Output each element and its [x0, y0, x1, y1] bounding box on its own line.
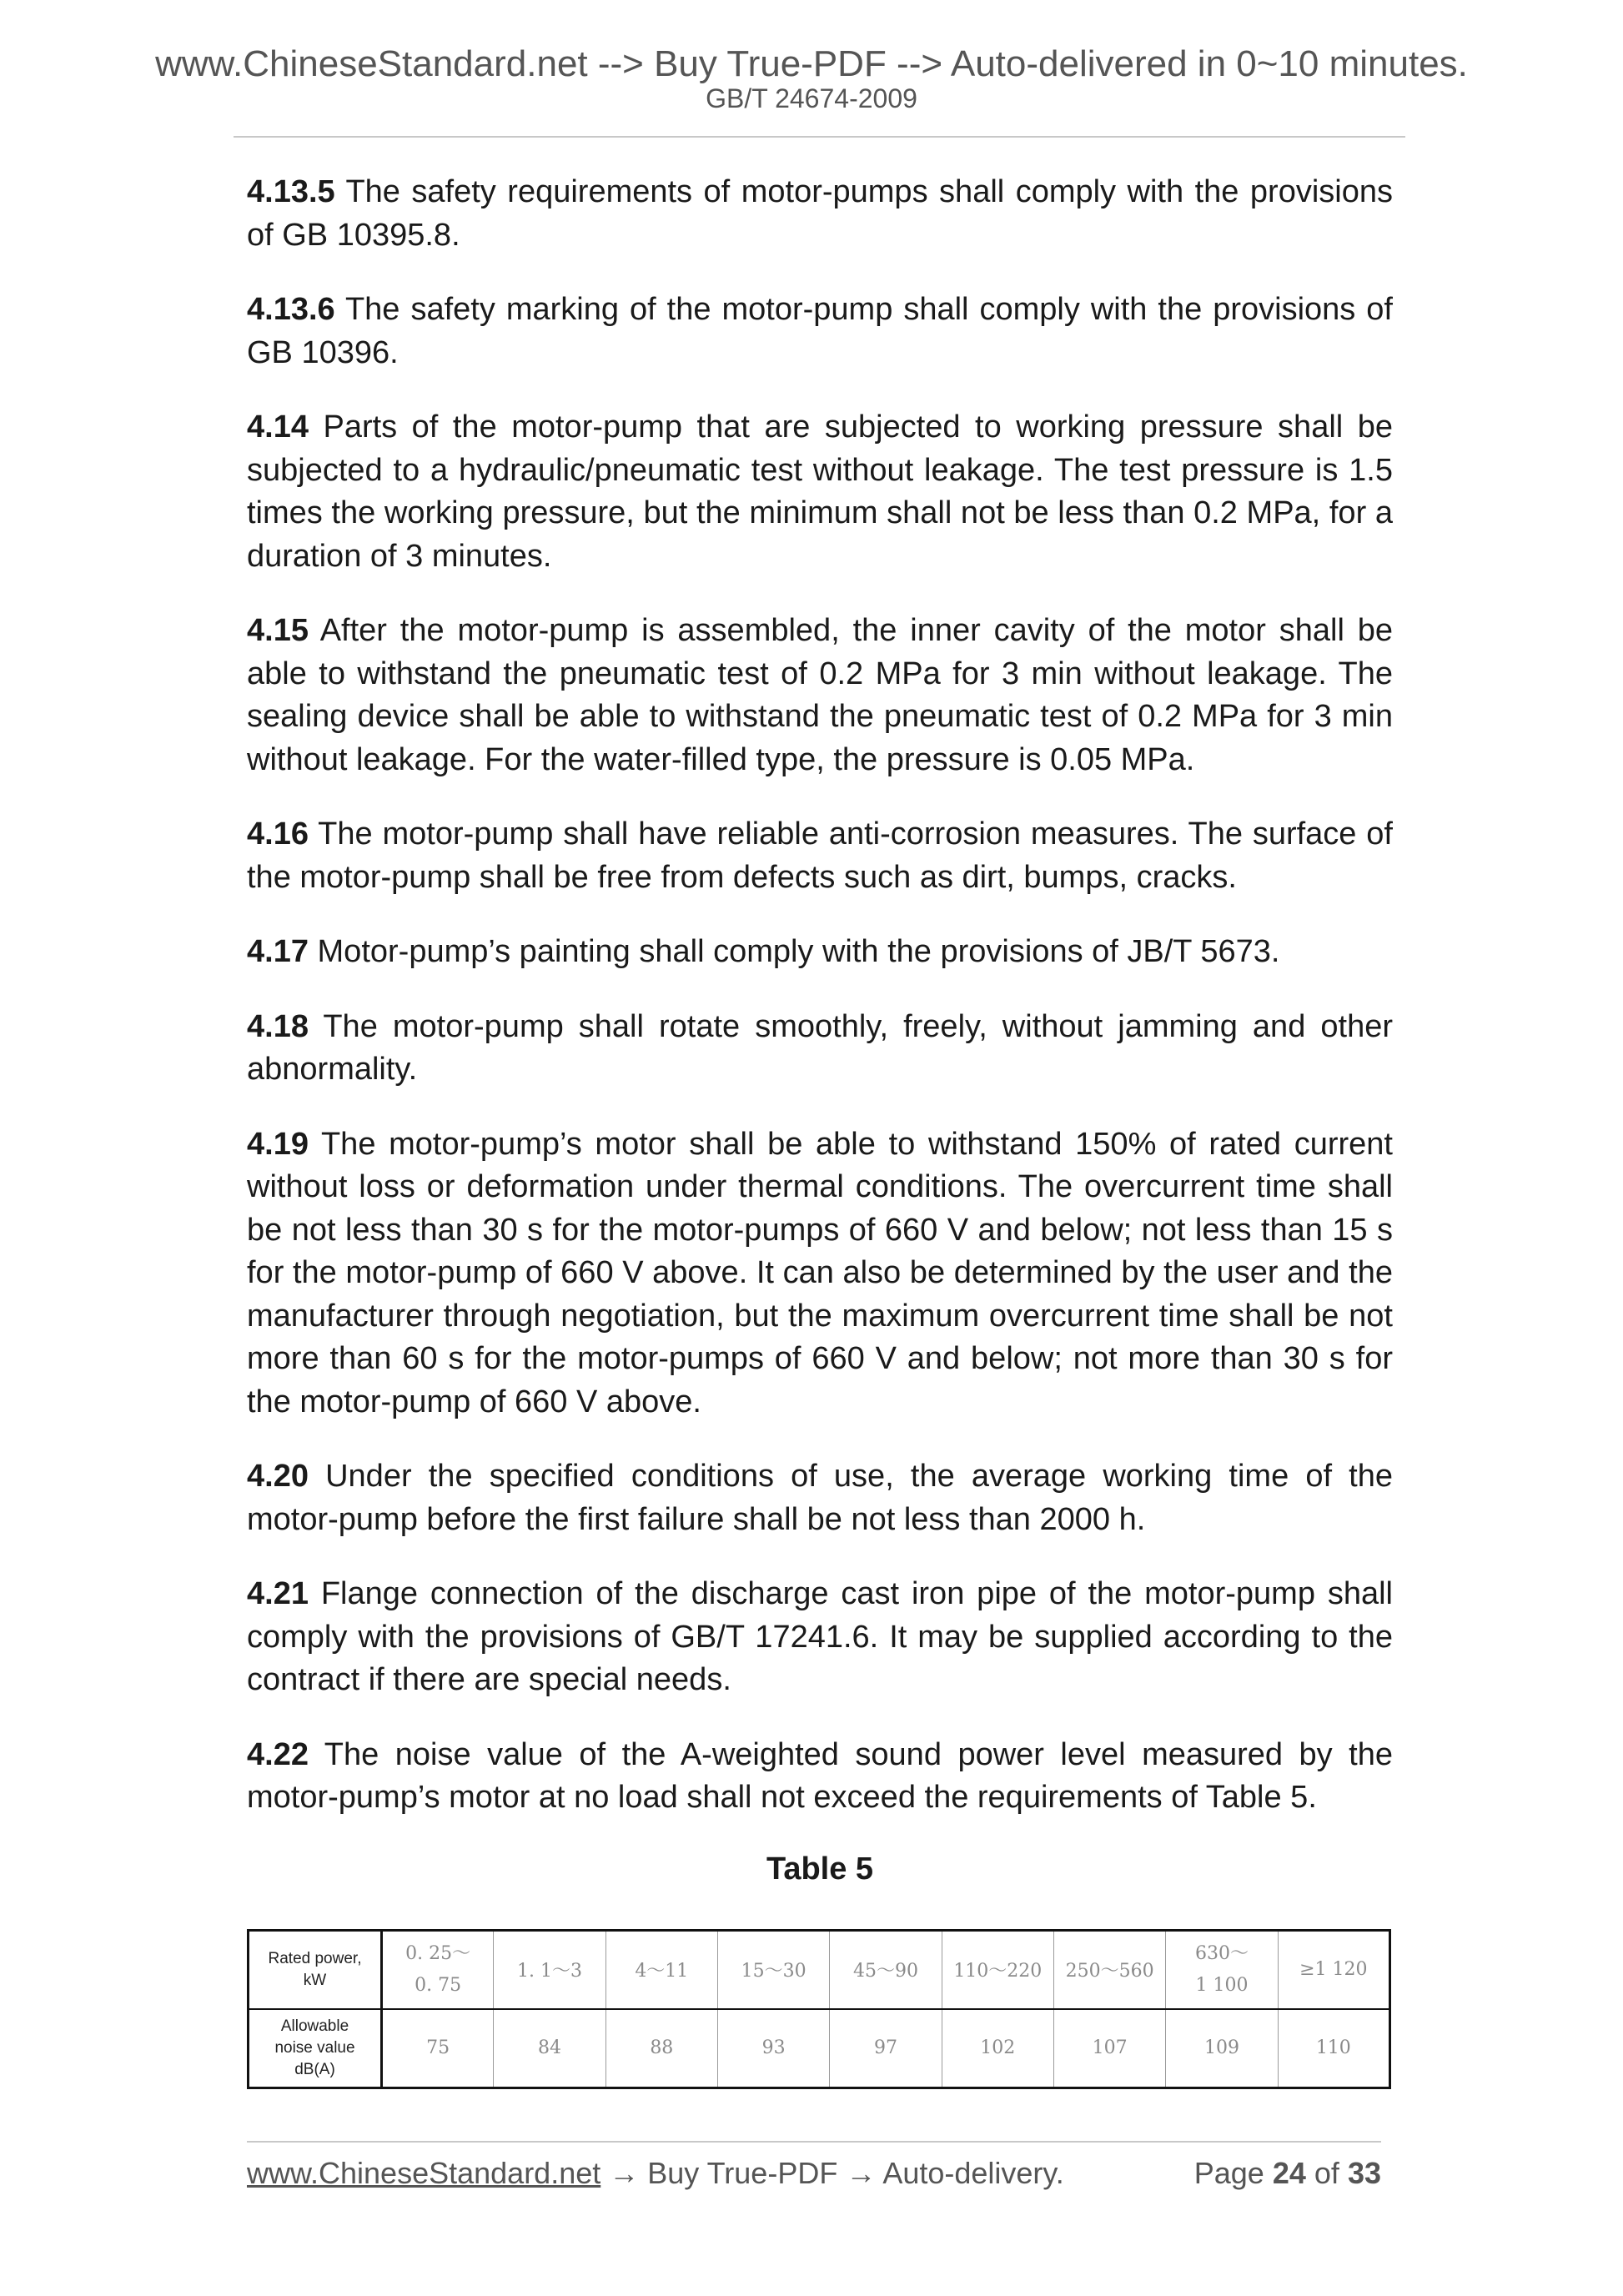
rated-power-value: 630～: [1194, 1942, 1249, 1964]
noise-value-cell: 93: [717, 2009, 829, 2088]
clause-paragraph: [247, 1455, 1393, 1541]
clause-text: The motor-pump shall rotate smoothly, freely, without jamming and other abnormality.: [247, 1008, 1393, 1087]
rated-power-cell: [1278, 1930, 1389, 2009]
table-5-caption: Table 5: [766, 1851, 874, 1887]
clause-text: The motor-pump shall have reliable anti-corrosion measures. The surface of the motor-pump shall be free from defects such as dirt, bumps, cracks.: [247, 816, 1393, 895]
rated-power-value: ≥1 120: [1299, 1959, 1368, 1980]
clause-text: Flange connection of the discharge cast iron pipe of the motor-pump shall comply with the provisions of GB/T 17241.6. It may be supplied according to the contract if there are special needs.: [247, 1576, 1393, 1697]
noise-value-cell: 84: [494, 2009, 605, 2088]
rated-power-unit: kW: [303, 1971, 327, 1989]
clause-paragraph: [247, 171, 1393, 257]
footer-divider: [247, 2141, 1381, 2143]
top-banner[interactable]: www.ChineseStandard.net --> Buy True-PDF --> Auto-delivered in 0~10 minutes.: [155, 43, 1468, 84]
clause-text: The motor-pump’s motor shall be able to withstand 150% of rated current without loss or deformation under thermal conditions. The overcurrent time shall be not less than 30 s for the motor-pumps of 660 V and below; not less than 15 s for the motor-pump of 660 V above. It can also be determined by the user and the manufacturer through negotiation, but the maximum overcurrent time shall be not more than 60 s for the motor-pumps of 660 V and below; not more than 30 s for the motor-pump of 660 V above.: [247, 1126, 1393, 1419]
clause-paragraph: [247, 1573, 1393, 1702]
noise-value-cell: 88: [605, 2009, 717, 2088]
document-body: [247, 171, 1393, 2089]
page-total: 33: [1347, 2156, 1381, 2190]
clause-number: 4.16: [247, 816, 309, 852]
table-row-noise-value: [249, 2009, 1390, 2088]
clause-text: After the motor-pump is assembled, the inner cavity of the motor shall be able to withstand the pneumatic test of 0.2 MPa for 3 min without leakage. The sealing device shall be able to withstand the pneumatic test of 0.2 MPa for 3 min without leakage. For the water-filled type, the pressure is 0.05 MPa.: [247, 613, 1393, 777]
clause-text: The safety requirements of motor-pumps shall comply with the provisions of GB 10395.8.: [247, 174, 1393, 253]
rated-power-cell: [382, 1930, 494, 2009]
clause-paragraph: [247, 406, 1393, 578]
clause-number: 4.13.6: [247, 292, 335, 327]
noise-header-unit: dB(A): [294, 2060, 335, 2078]
rated-power-cell: [1053, 1930, 1165, 2009]
standard-code: GB/T 24674-2009: [706, 83, 917, 113]
rated-power-value: 0. 75: [415, 1974, 462, 1996]
clause-list: [247, 171, 1393, 1820]
footer: [247, 2156, 1381, 2191]
clause-paragraph: [247, 610, 1393, 781]
clause-number: 4.14: [247, 409, 309, 445]
header-divider: [234, 136, 1405, 138]
rated-power-value: 45～90: [852, 1961, 918, 1982]
footer-link[interactable]: www.ChineseStandard.net: [247, 2156, 601, 2190]
rated-power-value: 1. 1～3: [517, 1961, 582, 1982]
rated-power-cell: [494, 1930, 605, 2009]
rated-power-header-line: Rated power,: [268, 1949, 362, 1967]
rated-power-header: [249, 1930, 382, 2009]
rated-power-cell: [1166, 1930, 1278, 2009]
of-label: of: [1314, 2156, 1339, 2190]
clause-text: Under the specified conditions of use, the average working time of the motor-pump before the first failure shall be not less than 2000 h.: [247, 1459, 1393, 1537]
noise-value-cell: 97: [830, 2009, 942, 2088]
page-indicator: [1194, 2156, 1381, 2191]
clause-number: 4.20: [247, 1459, 309, 1494]
noise-header-line-1: Allowable: [280, 2017, 349, 2035]
page-label: Page: [1193, 2156, 1264, 2190]
noise-header-line-2: noise value: [274, 2038, 355, 2057]
rated-power-value: 0. 25～: [405, 1942, 471, 1964]
clause-text: Parts of the motor-pump that are subjected to working pressure shall be subjected to a hydraulic/pneumatic test without leakage. The test pressure is 1.5 times the working pressure, but the minimum shall not be less than 0.2 MPa, for a duration of 3 minutes.: [247, 409, 1393, 574]
clause-text: The noise value of the A-weighted sound power level measured by the motor-pump’s motor at no load shall not exceed the requirements of Table 5.: [247, 1736, 1393, 1815]
rated-power-cell: [830, 1930, 942, 2009]
noise-value-cell: 75: [382, 2009, 494, 2088]
noise-value-cell: 107: [1053, 2009, 1165, 2088]
rated-power-value: 1 100: [1195, 1974, 1249, 1996]
clause-paragraph: [247, 1006, 1393, 1092]
noise-value-cell: 102: [942, 2009, 1053, 2088]
rated-power-cell: [717, 1930, 829, 2009]
clause-text: The safety marking of the motor-pump shall comply with the provisions of GB 10396.: [247, 292, 1393, 370]
rated-power-value: 15～30: [741, 1961, 806, 1982]
clause-number: 4.18: [247, 1008, 309, 1044]
noise-value-header: [249, 2009, 382, 2088]
rated-power-value: 110～220: [953, 1961, 1043, 1982]
clause-paragraph: [247, 289, 1393, 374]
clause-number: 4.22: [247, 1736, 309, 1772]
noise-value-cell: 110: [1278, 2009, 1389, 2088]
rated-power-value: 4～11: [635, 1961, 689, 1982]
clause-number: 4.21: [247, 1576, 309, 1611]
clause-number: 4.19: [247, 1126, 309, 1162]
clause-paragraph: [247, 931, 1393, 974]
rated-power-cell: [942, 1930, 1053, 2009]
clause-number: 4.15: [247, 613, 309, 648]
table-5: [247, 1929, 1391, 2089]
table-row-rated-power: [249, 1930, 1390, 2009]
clause-paragraph: [247, 1123, 1393, 1424]
page-number: 24: [1272, 2156, 1306, 2190]
clause-number: 4.17: [247, 934, 309, 969]
rated-power-value: 250～560: [1065, 1961, 1154, 1982]
noise-value-cell: 109: [1166, 2009, 1278, 2088]
clause-number: 4.13.5: [247, 174, 335, 209]
rated-power-cell: [605, 1930, 717, 2009]
clause-paragraph: [247, 813, 1393, 899]
clause-text: Motor-pump’s painting shall comply with the provisions of JB/T 5673.: [308, 934, 1280, 969]
footer-text: → Buy True-PDF → Auto-delivery.: [600, 2156, 1064, 2190]
clause-paragraph: [247, 1734, 1393, 1820]
